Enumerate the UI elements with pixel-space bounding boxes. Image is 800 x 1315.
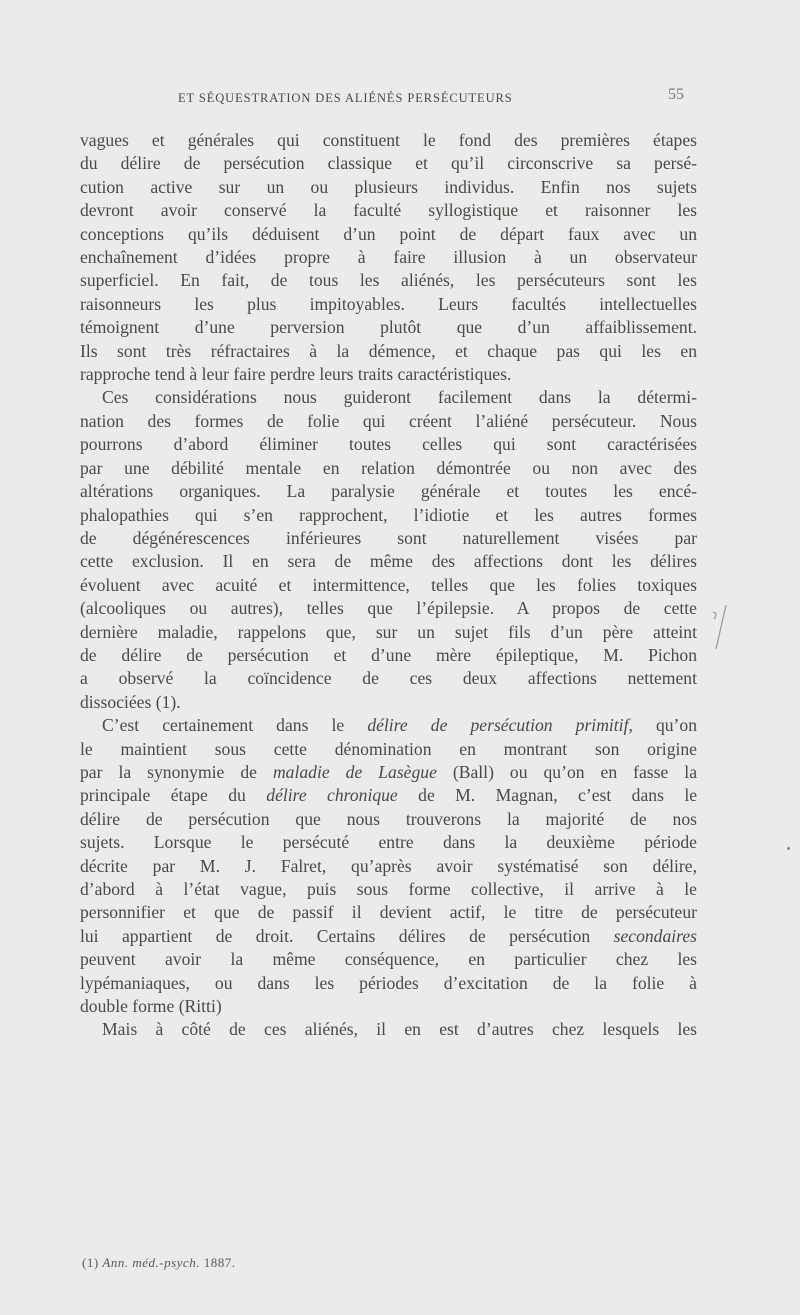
text-line: double forme (Ritti): [80, 996, 222, 1017]
text-line: le maintient sous cette dénomination en montrant son origine: [80, 738, 697, 759]
text-line: cette exclusion. Il en sera de même des affections dont les délires: [80, 551, 697, 572]
text-line: phalopathies qui s’en rapprochent, l’idiotie et les autres formes: [80, 504, 697, 525]
text-line: délire de persécution que nous trouverons la majorité de nos: [80, 808, 697, 829]
footnote-marker: (1): [82, 1255, 99, 1270]
text-line: de dégénérescences inférieures sont naturellement visées par: [80, 527, 697, 548]
italic-phrase: secondaires: [613, 925, 697, 946]
text-line: du délire de persécution classique et qu’il circonscrive sa persé-: [80, 153, 697, 174]
text-line: enchaînement d’idées propre à faire illusion à un observateur: [80, 247, 697, 268]
text-line: peuvent avoir la même conséquence, en particulier chez les: [80, 949, 697, 970]
text-segment: C’est certainement dans le: [102, 715, 368, 736]
text-line: [80, 761, 697, 784]
text-line: (alcooliques ou autres), telles que l’épilepsie. A propos de cette: [80, 598, 697, 619]
text-line: lypémaniaques, ou dans les périodes d’excitation de la folie à: [80, 972, 697, 993]
footnote-year: 1887.: [203, 1255, 236, 1270]
text-line: évoluent avec acuité et intermittence, telles que les folies toxiques: [80, 574, 697, 595]
text-line: a observé la coïncidence de ces deux affections nettement: [80, 668, 697, 689]
text-line: pourrons d’abord éliminer toutes celles qui sont caractérisées: [80, 434, 697, 455]
text-segment: de M. Magnan, c’est dans le: [397, 785, 697, 806]
text-line: dissociées (1).: [80, 691, 181, 712]
text-line: Ils sont très réfractaires à la démence, et chaque pas qui les en: [80, 340, 697, 361]
text-line: dernière maladie, rappelons que, sur un sujet fils d’un père atteint: [80, 621, 697, 642]
text-line: [80, 784, 697, 807]
running-head: ET SÉQUESTRATION DES ALIÉNÉS PERSÉCUTEURS: [178, 91, 513, 105]
text-segment: qu’on: [632, 715, 697, 736]
text-line: par une débilité mentale en relation démontrée ou non avec des: [80, 457, 697, 478]
text-line: d’abord à l’état vague, puis sous forme collective, il arrive à le: [80, 879, 697, 899]
text-line: décrite par M. J. Falret, qu’après avoir systématisé son délire,: [80, 855, 697, 876]
body-text: [80, 129, 697, 1042]
text-line: vagues et générales qui constituent le fond des premières étapes: [80, 130, 697, 150]
footnote: [82, 1255, 235, 1271]
text-line: Ces considérations nous guideront facilement dans la détermi-: [102, 387, 697, 408]
text-line: raisonneurs les plus impitoyables. Leurs facultés intellectuelles: [80, 293, 697, 314]
text-segment: (Ball) ou qu’on en fasse la: [436, 761, 697, 782]
text-line: de délire de persécution et d’une mère épileptique, M. Pichon: [80, 644, 697, 665]
text-line: personnifier et que de passif il devient actif, le titre de persécuteur: [80, 902, 697, 923]
text-line: témoignent d’une perversion plutôt que d’un affaiblissement.: [80, 317, 697, 338]
page-number: 55: [668, 86, 684, 103]
text-line: superficiel. En fait, de tous les aliénés, les persécuteurs sont les: [80, 270, 697, 291]
text-line: Mais à côté de ces aliénés, il en est d’autres chez lesquels les: [102, 1019, 697, 1040]
text-line: conceptions qu’ils déduisent d’un point de départ faux avec un: [80, 223, 697, 244]
text-line: sujets. Lorsque le persécuté entre dans la deuxième période: [80, 832, 697, 853]
text-line: cution active sur un ou plusieurs individus. Enfin nos sujets: [80, 176, 697, 197]
text-segment: lui appartient de droit. Certains délires de persécution: [80, 925, 614, 946]
italic-phrase: délire de persécution primitif,: [367, 715, 633, 736]
paper-speck: [787, 847, 790, 850]
marginal-annotation-mark: [709, 603, 729, 651]
text-line: [80, 714, 697, 737]
text-segment: par la synonymie de: [80, 761, 273, 782]
text-line: rapproche tend à leur faire perdre leurs traits caractéristiques.: [80, 364, 512, 385]
italic-phrase: délire chronique: [266, 785, 398, 806]
text-line: [80, 925, 697, 948]
text-segment: principale étape du: [80, 785, 267, 806]
italic-phrase: maladie de Lasègue: [272, 761, 437, 782]
footnote-source: Ann. méd.-psych.: [102, 1255, 200, 1270]
text-line: nation des formes de folie qui créent l’aliéné persécuteur. Nous: [80, 410, 697, 431]
text-line: devront avoir conservé la faculté syllogistique et raisonner les: [80, 200, 697, 221]
text-line: altérations organiques. La paralysie générale et toutes les encé-: [80, 481, 697, 502]
